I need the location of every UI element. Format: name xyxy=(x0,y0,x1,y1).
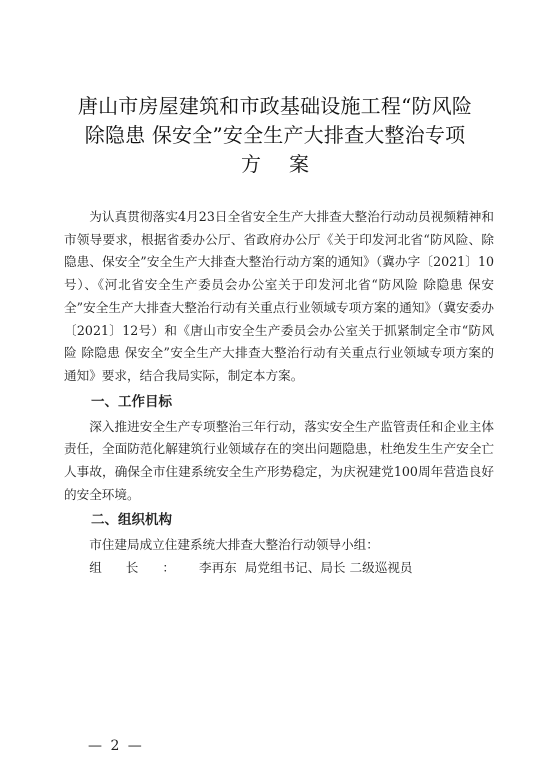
goals-paragraph: 深入推进安全生产专项整治三年行动，落实安全生产监管责任和企业主体责任，全面防范化解建筑行业领域存在的突出问题隐患，杜绝发生生产安全亡人事故，确保全市住建系统安全生产形势稳定，为庆祝建党100周年营造良好的安全环境。 xyxy=(64,418,494,502)
intro-paragraph: 为认真贯彻落实4月23日全省安全生产大排查大整治行动动员视频精神和市领导要求，根据省委办公厅、省政府办公厅《关于印发河北省“防风险、除隐患、保安全”安全生产大排查大整治行动方案的通知》（冀办字〔2021〕10号）、《河北省安全生产委员会办公室关于印发河北省“防风险 除隐患 保安全”安全生产大排查大整治行动有关重点行业领域专项方案的通知》（冀安委办〔2021〕12号）和《唐山市安全生产委员会办公室关于抓紧制定全市“防风险 除隐患 保安全”安全生产大排查大整治行动有关重点行业领域专项方案的通知》要求，结合我局实际，制定本方案。 xyxy=(64,209,494,383)
leader-role: 组长： xyxy=(89,560,199,576)
title-line-1: 唐山市房屋建筑和市政基础设施工程“防风险 xyxy=(77,94,473,118)
document-title xyxy=(40,92,510,179)
leader-line xyxy=(64,557,494,580)
page-number: — 2 — xyxy=(88,738,144,754)
organization-paragraph: 市住建局成立住建系统大排查大整治行动领导小组： xyxy=(89,537,379,553)
title-line-2: 除隐患 保安全”安全生产大排查大整治专项 xyxy=(84,123,466,147)
section-heading-organization: 二、组织机构 xyxy=(91,512,172,529)
document-body xyxy=(64,206,494,580)
leader-name: 李再东 xyxy=(198,560,237,576)
leader-title: 局党组书记、局长 二级巡视员 xyxy=(244,560,413,576)
section-heading-goals: 一、工作目标 xyxy=(91,393,172,410)
title-line-3: 方案 xyxy=(241,152,337,176)
